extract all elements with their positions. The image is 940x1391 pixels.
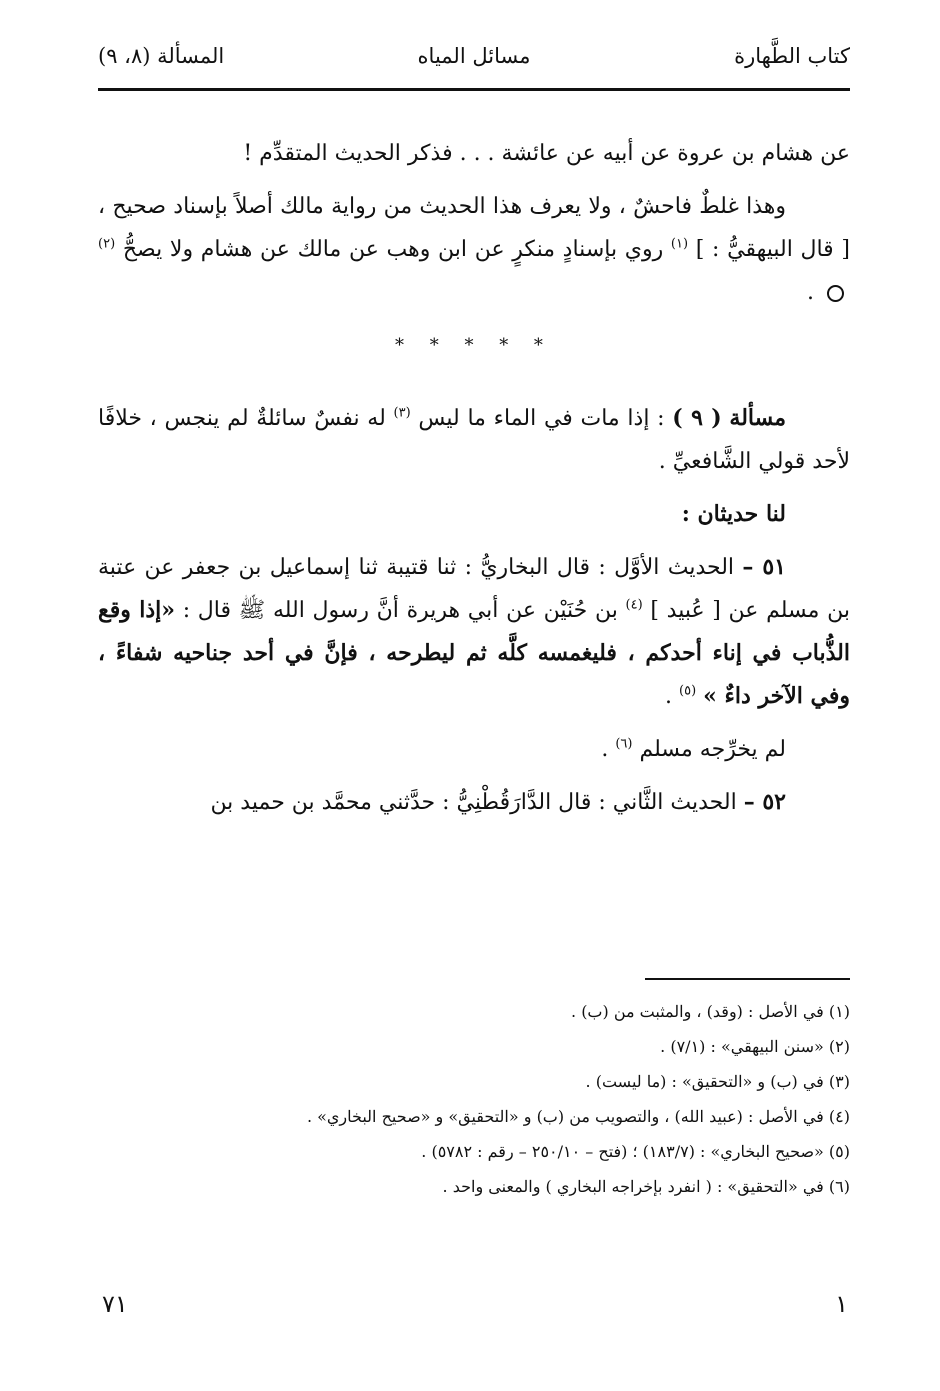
hadith-51-matn: «إذا وقع الذُّباب في إناء أحدكم ، فليغمسه كلَّه ثم ليطرحه ، فإنَّ في أحد جناحيه شفاءً ، وفي الآخر داءٌ » <box>98 597 850 709</box>
footnote-4: (٤) في الأصل : (عبيد الله) ، والتصويب من (ب) و «التحقيق» و «صحيح البخاري» . <box>306 1107 850 1126</box>
hadith-52 <box>98 781 850 824</box>
header-issue-number: المسألة (٨، ٩) <box>98 44 225 68</box>
hadith-51-number: ٥١ – <box>742 554 786 580</box>
hadith-intro: لنا حديثان : <box>681 501 786 527</box>
issue-text-a: : إذا مات في الماء ما ليس <box>418 406 665 431</box>
hadith-51-end: . <box>665 684 672 709</box>
issue-text-b: له نفسٌ سائلةٌ لم ينجس ، خلافًا لأحد قولي الشَّافعيِّ . <box>98 406 850 474</box>
header-chapter-title: مسائل المياه <box>417 44 531 68</box>
issue-label: مسألة <box>729 405 787 431</box>
signature-mark: ١ <box>835 1290 848 1318</box>
paragraph-continuation: عن هشام بن عروة عن أبيه عن عائشة . . . فذكر الحديث المتقدِّم ! <box>243 141 850 166</box>
hadith-52-text: الحديث الثَّاني : قال الدَّارَقُطْنِيُّ : حدَّثني محمَّد بن حميد بن <box>210 790 737 815</box>
footnote-6: (٦) في «التحقيق» : ( انفرد بإخراجه البخاري ) والمعنى واحد . <box>442 1177 850 1196</box>
footnote-ref-4: (٤) <box>625 597 643 613</box>
footnote-2: (٢) «سنن البيهقي» : (٧/١) . <box>660 1037 850 1056</box>
critique-text-a: وهذا غلطٌ فاحشٌ ، ولا يعرف هذا الحديث من رواية مالك أصلاً بإسناد صحيح ، [ قال البيهقيُّ : ] <box>98 194 850 262</box>
muslim-note <box>98 728 850 771</box>
critique-text-b: روي بإسنادٍ منكرٍ عن ابن وهب عن مالك عن هشام ولا يصحُّ <box>122 237 664 262</box>
main-text <box>98 132 850 834</box>
issue-number: ( ٩ ) <box>672 405 722 431</box>
footnote-1: (١) في الأصل : (وقد) ، والمثبت من (ب) . <box>571 1002 850 1021</box>
section-separator: * * * * * <box>395 335 553 356</box>
header-book-title: كتاب الطَّهارة <box>734 44 850 68</box>
header-rule <box>98 88 850 91</box>
hadith-52-number: ٥٢ – <box>743 789 786 815</box>
footnote-ref-6: (٦) <box>615 736 633 752</box>
hadith-51-isnad-b: بن حُنَيْن عن أبي هريرة أنَّ رسول الله ﷺ قال : <box>182 598 618 623</box>
footnote-ref-1: (١) <box>670 236 689 252</box>
footnote-ref-3: (٣) <box>393 405 411 421</box>
footnote-ref-5: (٥) <box>679 683 697 699</box>
hadith-51 <box>98 546 850 718</box>
muslim-note-end: . <box>601 737 609 762</box>
page-number: ٧١ <box>102 1290 128 1318</box>
footnote-3: (٣) في (ب) و «التحقيق» : (ما ليست) . <box>585 1072 850 1091</box>
paragraph-critique <box>98 185 850 314</box>
footnote-5: (٥) «صحيح البخاري» : (١٨٣/٧) ؛ (فتح – ٢٥٠/١٠ – رقم : ٥٧٨٢) . <box>421 1142 850 1161</box>
running-header <box>98 40 850 80</box>
end-circle-icon <box>827 285 844 302</box>
footnote-ref-2: (٢) <box>98 236 116 252</box>
hadith-51-isnad-a: الحديث الأوَّل : قال البخاريُّ : ثنا قتيبة ثنا إسماعيل بن جعفر عن عتبة بن مسلم عن [ عُبيد ] <box>98 555 851 623</box>
muslim-note-text: لم يخرِّجه مسلم <box>639 737 786 762</box>
paragraph-issue-9 <box>98 397 850 483</box>
footnote-rule <box>645 978 850 980</box>
critique-end: . <box>807 280 814 305</box>
footnotes <box>98 994 850 1204</box>
